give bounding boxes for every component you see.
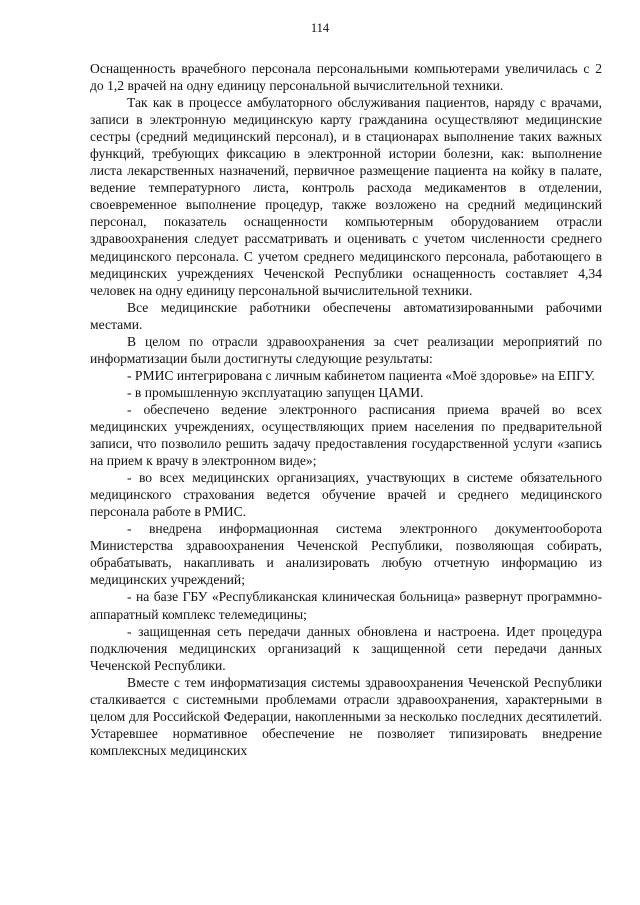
- paragraph-results-intro: В целом по отрасли здравоохранения за счет реализации мероприятий по информатизации были достигнуты следующие результаты:: [90, 333, 602, 366]
- list-item-document-flow: - внедрена информационная система электронного документооборота Министерства здравоохранения Чеченской Республики, позволяющая собирать, обрабатывать, накапливать и анализировать любую отчетную информацию из медицинских учреждений;: [90, 521, 602, 588]
- list-item-electronic-schedule: - обеспечено ведение электронного расписания приема врачей во всех медицинских учреждениях, осуществляющих прием населения по предварительной записи, что позволило решить задачу предоставления государственной услуги «запись на прием к врачу в электронном виде»;: [90, 401, 602, 469]
- list-item-rmis-integration: - РМИС интегрирована с личным кабинетом пациента «Моё здоровье» на ЕПГУ.: [127, 367, 595, 383]
- document-body: [90, 60, 602, 759]
- page-number: 114: [310, 21, 330, 35]
- paragraph-systemic-problems: Вместе с тем информатизация системы здравоохранения Чеченской Республики сталкивается с системными проблемами отрасли здравоохранения, характерными в целом для Российской Федерации, накопленными за несколько последних десятилетий. Устаревшее нормативное обеспечение не позволяет типизировать внедрение комплексных медицинских: [90, 674, 602, 758]
- list-item-staff-training: - во всех медицинских организациях, участвующих в системе обязательного медицинского страхования ведется обучение врачей и среднего медицинского персонала работе в РМИС.: [90, 470, 602, 520]
- paragraph-equipment-ratio: Оснащенность врачебного персонала персональными компьютерами увеличилась с 2 до 1,2 врачей на одну единицу персональной вычислительной техники.: [90, 61, 602, 94]
- list-item-telemedicine: - на базе ГБУ «Республиканская клиническая больница» развернут программно-аппаратный комплекс телемедицины;: [90, 589, 602, 622]
- paragraph-workstations: Все медицинские работники обеспечены автоматизированными рабочими местами.: [90, 299, 602, 332]
- list-item-secure-network: - защищенная сеть передачи данных обновлена и настроена. Идет процедура подключения медицинских организаций к защищенной сети передачи данных Чеченской Республики.: [90, 623, 602, 673]
- list-item-tsami: - в промышленную эксплуатацию запущен ЦАМИ.: [127, 384, 424, 400]
- paragraph-nursing-staff: Так как в процессе амбулаторного обслуживания пациентов, наряду с врачами, записи в электронную медицинскую карту гражданина осуществляют медицинские сестры (средний медицинский персонал), и в стационарах выполнение таких важных функций, требующих фиксацию в электронной истории болезни, как: выполнение листа лекарственных назначений, первичное размещение пациента на койку в палате, ведение температурного листа, контроль расхода медикаментов в отделении, своевременное выполнение процедур, также возложено на средний медицинский персонал, показатель оснащенности компьютерным оборудованием отрасли здравоохранения следует рассматривать и оценивать с учетом численности среднего медицинского персонала. С учетом среднего медицинского персонала, работающего в медицинских учреждениях Чеченской Республики оснащенность составляет 4,34 человек на одну единицу персональной вычислительной техники.: [90, 95, 602, 298]
